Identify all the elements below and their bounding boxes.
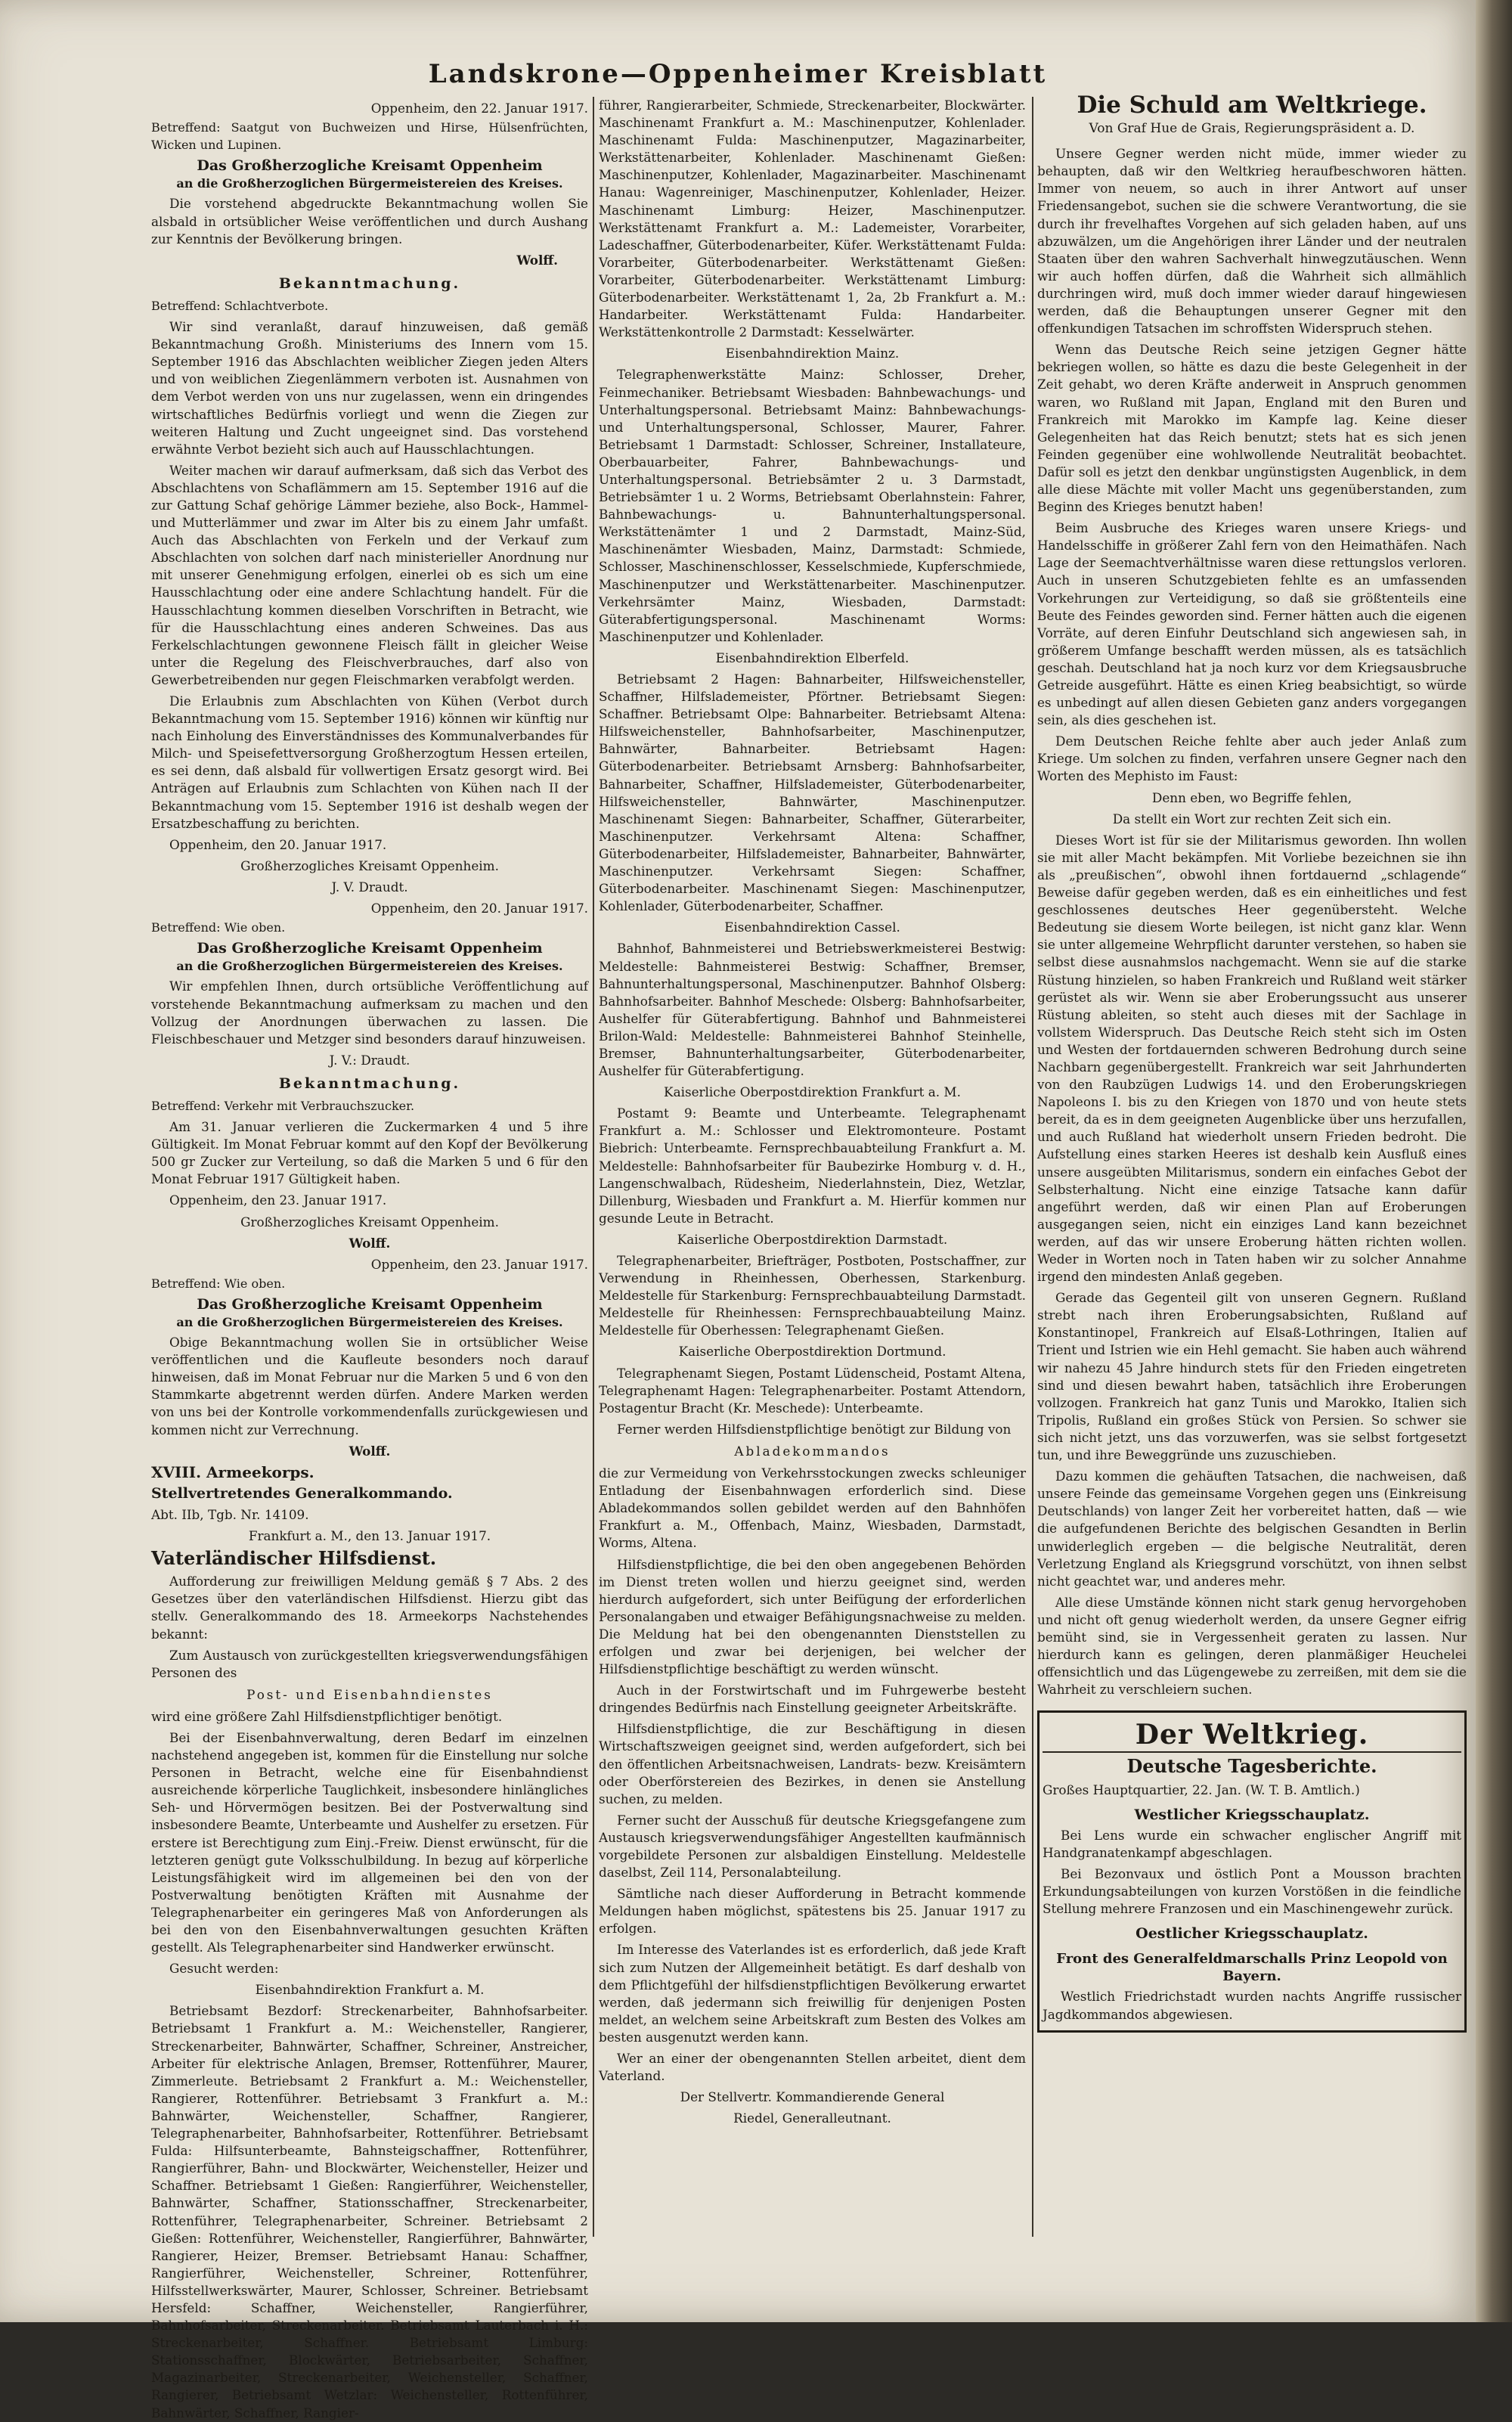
section-subtitle: Deutsche Tagesberichte. [1126,1755,1377,1778]
notice-heading: Das Großherzogliche Kreisamt Oppenheim [197,1295,543,1313]
directorate-heading: Eisenbahndirektion Cassel. [724,919,900,935]
article-byline: Von Graf Hue de Grais, Regierungspräsident a. D. [1089,121,1415,137]
subject-line: Betreffend: Schlachtverbote. [151,298,329,313]
notice-body: Betriebsamt Bezdorf: Streckenarbeiter, Bahnhofsarbeiter. Betriebsamt 1 Frankfurt a. M.: Weichensteller, Rangierer, Streckenarbeiter, Bahnwärter, Schaffner, Schreiner, Anstreicher, Arbeiter für elektrische Anlagen, Bremser, Rottenführer, Maurer, Zimmerleute. Betriebsamt 2 Frankfurt a. M.: Weichensteller, Rangierer, Rottenführer. Betriebsamt 3 Frankfurt a. M.: Bahnwärter, Weichensteller, Schaffner, Rangierer, Telegraphenarbeiter, Bahnhofsarbeiter, Rottenführer. Betriebsamt Fulda: Hilfsunterbeamte, Bahnsteigschaffner, Rottenführer, Rangierführer, Bahn- und Blockwärter, Weichensteller, Heizer und Schaffner. Betriebsamt 1 Gießen: Rangierführer, Weichensteller, Bahnwärter, Schaffner, Stationsschaffner, Streckenarbeiter, Rottenführer, Telegraphenarbeiter, Schreiner. Betriebsamt 2 Gießen: Rottenführer, Weichensteller, Rangierführer, Bahnwärter, Rangierer, Heizer, Bremser. Betriebsamt Hanau: Schaffner, Rangierführer, Weichensteller, Schreiner, Rottenführer, Hilfsstellwerkswärter, Maurer, Schlosser, Schreiner. Betriebsamt Hersfeld: Schaffner, Weichensteller, Rangierführer, Bahnhofsarbeiter, Streckenarbeiter. Betriebsamt Lauterbach i. H.: Streckenarbeiter, Schaffner. Betriebsamt Limburg: Stationsschaffner, Blockwärter, Betriebsarbeiter, Schaffner, Magazinarbeiter, Streckenarbeiter, Weichensteller, Schaffner, Rangierer, Betriebsamt Wetzlar: Weichensteller, Rottenführer, Bahnwärter, Schaffner, Rangier- [151,2003,588,2420]
signature: J. V. Draudt. [331,879,408,895]
command-heading: Stellvertretendes Generalkommando. [151,1484,453,1502]
army-corps-heading: XVIII. Armeekorps. [151,1462,314,1481]
signature: Wolff. [516,252,558,268]
notice-body: Aufforderung zur freiwilligen Meldung gemäß § 7 Abs. 2 des Gesetzes über den vaterländischen Hilfsdienst. Hierzu gibt das stellv. Generalkommando des 18. Armeekorps Nachstehendes bekannt: [151,1574,588,1642]
notice-body: Im Interesse des Vaterlandes ist es erforderlich, daß jede Kraft sich zum Nutzen der Allgemeinheit betätigt. Es darf deshalb von dem Pflichtgefühl der hilfsdienstpflichtigen Bevölkerung erwartet werden, daß jedermann sich freiwillig für denjenigen Posten meldet, an welchem seine Arbeitskraft zum Besten des Volkes am besten ausgenutzt werden kann. [599,1942,1026,2045]
subject-line: Betreffend: Verkehr mit Verbrauchszucker. [151,1098,415,1113]
article-paragraph: Beim Ausbruche des Krieges waren unsere Kriegs- und Handelsschiffe in größerer Zahl fern von den Heimathäfen. Nach Lage der Seemachtverhältnisse waren diese rettungslos verloren. Auch in unseren Schutzgebieten fehlte es an umfassenden Vorkehrungen zur Verteidigung, so daß sie größtenteils eine Beute des Feindes geworden sind. Ferner hätten auch die eigenen Vorräte, auf deren Einfuhr Deutschland sich angewiesen sah, in größerem Umfange beschafft werden müssen, als es tatsächlich geschah. Deutschland hat ja noch kurz vor dem Kriegsausbruche Getreide ausgeführt. Hätte es einen Krieg beabsichtigt, so würde es unbedingt auf allen diesen Gebieten ganz anders vorgegangen sein, als dies geschehen ist. [1037,520,1467,728]
report-dateline: Großes Hauptquartier, 22. Jan. (W. T. B. Amtlich.) [1043,1782,1360,1797]
directorate-heading: Eisenbahndirektion Elberfeld. [715,650,909,665]
article-title: Die Schuld am Weltkriege. [1077,91,1427,119]
theater-heading: Westlicher Kriegsschauplatz. [1134,1806,1370,1823]
dateline: Oppenheim, den 23. Januar 1917. [169,1192,387,1208]
directorate-heading: Kaiserliche Oberpostdirektion Frankfurt a. M. [664,1084,961,1100]
notice-body: Weiter machen wir darauf aufmerksam, daß sich das Verbot des Abschlachtens von Schaflämmern am 15. September 1916 auf die zur Gattung Schaf gehörige Lämmer beziehe, also Bock-, Hammel- und Mutterlämmer und zwar im Alter bis zu einem Jahr umfaßt. Auch das Abschlachten von Ferkeln und der Verkauf zum Abschlachten von solchen darf nach ministerieller Anordnung nur mit unserer Genehmigung erfolgen, einerlei ob es sich um eine Hausschlachtung oder eine andere Schlachtung handelt. Für die Hausschlachtung kommen dieselben Vorschriften in Betracht, wie für die Hausschlachtung eines anderen Schweines. Das aus Ferkelschlachtungen gewonnene Fleisch fällt in gleicher Weise unter die Regelung des Fleischverbrauches, darf also von Gewerbetreibenden nur gegen Fleischmarken verabfolgt werden. [151,462,588,687]
section-title: Der Weltkrieg. [1135,1719,1369,1751]
dateline: Oppenheim, den 22. Januar 1917. [370,101,588,116]
article-paragraph: Dem Deutschen Reiche fehlte aber auch jeder Anlaß zum Kriege. Um solchen zu finden, verfahren unsere Gegner nach den Worten des Mephisto im Faust: [1037,733,1467,784]
divider [1043,1751,1461,1753]
notice-body: Betriebsamt 2 Hagen: Bahnarbeiter, Hilfsweichensteller, Schaffner, Hilfslademeister, Pförtner. Betriebsamt Siegen: Schaffner. Betriebsamt Olpe: Bahnarbeiter. Betriebsamt Altena: Hilfsweichensteller, Bahnhofsarbeiter, Maschinenputzer, Bahnwärter, Bahnarbeiter. Betriebsamt Hagen: Güterbodenarbeiter. Betriebsamt Arnsberg: Bahnhofsarbeiter, Bahnarbeiter, Schaffner, Hilfslademeister, Güterbodenarbeiter, Hilfsweichensteller, Bahnwärter, Maschinenputzer. Maschinenamt Siegen: Bahnarbeiter, Schaffner, Güterarbeiter, Maschinenputzer. Verkehrsamt Altena: Schaffner, Güterbodenarbeiter, Hilfslademeister, Bahnarbeiter, Bahnwärter, Maschinenputzer. Verkehrsamt Siegen: Schaffner, Güterbodenarbeiter. Maschinenamt Siegen: Maschinenputzer, Kohlenlader, Güterbodenarbeiter, Schaffner. [599,671,1026,914]
directorate-heading: Kaiserliche Oberpostdirektion Dortmund. [678,1344,947,1360]
notice-body: Die vorstehend abgedruckte Bekanntmachung wollen Sie alsbald in ortsüblicher Weise veröffentlichen und durch Aushang zur Kenntnis der Bevölkerung bringen. [151,196,588,247]
notice-body: die zur Vermeidung von Verkehrsstockungen zwecks schleuniger Entladung der Eisenbahnwagen erforderlich sind. Diese Abladekommandos sollen gebildet werden auf den Bahnhöfen Frankfurt a. M., Offenbach, Mainz, Wiesbaden, Darmstadt, Worms, Altena. [599,1465,1026,1551]
column-rule [593,97,594,2237]
article-paragraph: Dazu kommen die gehäuften Tatsachen, die nachweisen, daß unsere Feinde das gemeinsame Vorgehen gegen uns (Einkreisung Deutschlands) von langer Zeit her vorbereitet hatten, daß — wie die aufgefundenen Berichte des belgischen Gesandten in Berlin unwiderleglich ergeben — die belgische Neutralität, deren Verletzung England als Kriegsgrund vorschützt, von ihnen selbst nicht geachtet war, und anderes mehr. [1037,1468,1467,1589]
notice-body: Sämtliche nach dieser Aufforderung in Betracht kommende Meldungen haben möglichst, spätestens bis 25. Januar 1917 zu erfolgen. [599,1886,1026,1937]
article-paragraph: Wenn das Deutsche Reich seine jetzigen Gegner hätte bekriegen wollen, so hätte es dazu die beste Gelegenheit in der Zeit gehabt, wo deren Kräfte anderweit in Anspruch genommen waren, wo Rußland mit Japan, England mit den Buren und Frankreich mit Marokko im Kampfe lag. Keine dieser Gelegenheiten hat das Reich benutzt; stets hat es sich jenen Feinden gegenüber eine wohlwollende Neutralität beobachtet. Dafür soll es jetzt den denkbar ungünstigsten Augenblick, in dem alle diese Mächte mit voller Macht uns gegenüberstanden, zum Beginn des Krieges benutzt haben! [1037,342,1467,515]
column-rule [1032,97,1033,2237]
quote-line: Da stellt ein Wort zur rechten Zeit sich ein. [1112,811,1392,826]
dateline: Oppenheim, den 20. Januar 1917. [370,901,588,916]
emphasis-line: Post- und Eisenbahndienstes [246,1686,493,1702]
notice-body: Wer an einer der obengenannten Stellen arbeitet, dient dem Vaterland. [599,2051,1026,2084]
masthead: Landskrone—Oppenheimer Kreisblatt [428,59,1048,89]
signature: J. V.: Draudt. [329,1052,411,1068]
signature-title: Der Stellvertr. Kommandierende General [680,2089,945,2105]
dateline: Frankfurt a. M., den 13. Januar 1917. [248,1528,491,1544]
theater-heading: Oestlicher Kriegsschauplatz. [1136,1925,1368,1943]
notice-body: Wir sind veranlaßt, darauf hinzuweisen, daß gemäß Bekanntmachung Großh. Ministeriums des Innern vom 15. September 1916 das Abschlachten weiblicher Ziegen jeden Alters und von weiblichen Ziegenlämmern verboten ist. Ausnahmen von dem Verbot werden von uns nur zugelassen, wenn ein dringendes wirtschaftliches Bedürfnis vorliegt und wenn die Ziegen zur weiteren Haltung und Zucht ungeeignet sind. Das vorstehend erwähnte Verbot bezieht sich auch auf Hausschlachtungen. [151,319,588,457]
announcement-heading: Bekanntmachung. [278,274,461,292]
notice-body: Am 31. Januar verlieren die Zuckermarken 4 und 5 ihre Gültigkeit. Im Monat Februar kommt auf den Kopf der Bevölkerung 500 gr Zucker zur Verteilung, so daß die Marken 5 und 6 für den Monat Februar 1917 Gültigkeit haben. [151,1119,588,1187]
report-paragraph: Westlich Friedrichstadt wurden nachts Angriffe russischer Jagdkommandos abgewiesen. [1043,1989,1461,2022]
notice-body: wird eine größere Zahl Hilfsdienstpflichtiger benötigt. [151,1708,503,1724]
notice-body: Die Erlaubnis zum Abschlachten von Kühen (Verbot durch Bekanntmachung vom 15. September 1916) können wir künftig nur nach Einholung des Einverständnisses des Kommunalverbandes für Milch- und Speisefettversorgung Großherzogtum Hessen erteilen, es sei denn, daß alsbald für vollwertigen Ersatz gesorgt wird. Bei Anträgen auf Erlaubnis zum Schlachten von Kühen nach II der Bekanntmachung vom 15. September 1916 ist deshalb wegen der Ersatzbeschaffung zu berichten. [151,693,588,831]
signature: Wolff. [349,1235,391,1251]
article-paragraph: Gerade das Gegenteil gilt von unseren Gegnern. Rußland strebt nach ihren Eroberungsabsichten, Rußland auf Konstantinopel, Frankreich auf Elsaß-Lothringen, Italien auf Trient und Istrien wie ein Hehl gemacht. Sie haben auch während wir nahezu 45 Jahre hindurch stets für den Frieden eingetreten sind und diesen bewahrt haben, tatsächlich ihre Eroberungen vollzogen. Frankreich hat ganz Tunis und Marokko, Italien sich Tripolis, Rußland ein großes Stück von Persien. So schwer sie sich nicht jetzt, uns das vorzuwerfen, was sie selbst fortgesetzt tun, und ihre Beweggründe uns zuzuschieben. [1037,1290,1467,1463]
subject-line: Betreffend: Wie oben. [151,920,286,935]
subject-line: Betreffend: Wie oben. [151,1276,286,1291]
office-line: Großherzogliches Kreisamt Oppenheim. [240,857,499,873]
notice-body: Gesucht werden: [169,1961,279,1977]
report-paragraph: Bei Lens wurde ein schwacher englischer Angriff mit Handgranatenkampf abgeschlagen. [1043,1827,1461,1860]
notice-body: Auch in der Forstwirtschaft und im Fuhrgewerbe besteht dringendes Bedürfnis nach Einstellung geeigneter Arbeitskräfte. [599,1682,1026,1716]
notice-body: Telegraphenamt Siegen, Postamt Lüdenscheid, Postamt Altena, Telegraphenamt Hagen: Telegraphenarbeiter. Postamt Attendorn, Postagentur Bracht (Kr. Meschede): Unterbeamte. [599,1365,1026,1416]
notice-body: Ferner werden Hilfsdienstpflichtige benötigt zur Bildung von [617,1421,1012,1437]
column-3 [1037,91,1467,2275]
subject-line: Betreffend: Saatgut von Buchweizen und Hirse, Hülsenfrüchten, Wicken und Lupinen. [151,120,588,153]
signature: Wolff. [349,1443,391,1459]
article-paragraph: Dieses Wort ist für sie der Militarismus geworden. Ihn wollen sie mit aller Macht bekämpfen. Mit Vorliebe bezeichnen sie ihn als „preußischen“, obwohl ihnen fortdauernd „schlagende“ Beweise dafür gegeben werden, daß es ein einheitliches und fest geschlossenes deutsches Heer gegenübersteht. Welche Bedeutung sie diesem Worte beilegen, ist nicht ganz klar. Wenn sie unter allgemeine Wehrpflicht darunter verstehen, so haben sie selbst diese ausnahmslos nachgemacht. Wenn sie auf die starke Rüstung hinzielen, so haben Frankreich und Rußland weit stärker gerüstet als wir. Wenn sie aber Eroberungssucht aus unserer Rüstung ableiten, so steht auch dieses mit der Sachlage in vollstem Widerspruch. Das Deutsche Reich steht sich im Osten und Westen der fortdauernden schweren Bedrohung durch seine Nachbarn gegenübergestellt. Frankreich war seit Jahrhunderten von den Raubzügen Ludwigs 14. und den Eroberungskriegen Napoleons I. bis zu den Kriegen von 1870 und von heute stets bereit, da es in dem geeigneten Augenblicke über uns herzufallen, und auch Rußland hat wiederholt unsern Frieden bedroht. Die Aufstellung eines starken Heeres ist deshalb kein Ausfluß eines unsere ausgeübten Militarismus, sondern ein einfaches Gebot der Selbsterhaltung. Nicht eine einzige Tatsache kann dafür angeführt werden, daß wir einen Plan auf Eroberungen ausgegangen seien, nicht ein einziges Land kann bezeichnet werden, auf das wir unsere Eroberung hätten richten wollen. Weder in Worten noch in Taten haben wir zu solcher Annahme irgend den mindesten Anlaß gegeben. [1037,832,1467,1285]
reference-number: Abt. IIb, Tgb. Nr. 14109. [151,1506,309,1522]
book-spine [1476,0,1512,2322]
office-line: Großherzogliches Kreisamt Oppenheim. [240,1214,499,1230]
notice-body: Ferner sucht der Ausschuß für deutsche Kriegsgefangene zum Austausch kriegsverwendungsfähiger Angestellten kaufmännisch vorgebildete Personen zur alsbaldigen Einstellung. Meldestelle daselbst, Zeil 114, Personalabteilung. [599,1812,1026,1881]
directorate-heading: Eisenbahndirektion Frankfurt a. M. [255,1982,485,1998]
notice-subheading: an die Großherzoglichen Bürgermeistereien des Kreises. [176,1315,563,1329]
notice-body: Wir empfehlen Ihnen, durch ortsübliche Veröffentlichung auf vorstehende Bekanntmachung aufmerksam zu machen und den Vollzug der Anordnungen überwachen zu lassen. Die Fleischbeschauer und Metzger sind besonders darauf hinzuweisen. [151,978,588,1047]
dateline: Oppenheim, den 20. Januar 1917. [169,836,387,852]
signature: Riedel, Generalleutnant. [733,2110,891,2126]
notice-body: Telegraphenarbeiter, Briefträger, Postboten, Postschaffner, zur Verwendung in Rheinhessen, Oberhessen, Starkenburg. Meldestelle für Starkenburg: Fernsprechbauabteilung Darmstadt. Meldestelle für Rheinhessen: Fernsprechbauabteilung Mainz. Meldestelle für Oberhessen: Telegraphenamt Gießen. [599,1253,1026,1338]
weltkrieg-box [1037,1710,1467,2032]
quote-line: Denn eben, wo Begriffe fehlen, [1151,789,1352,805]
notice-body: Hilfsdienstpflichtige, die zur Beschäftigung in diesen Wirtschaftszweigen geeignet sind, werden aufgefordert, sich bei den öffentlichen Arbeitsnachweisen, Landrats- bezw. Kreisämtern oder Oberförstereien des Bezirkes, in denen sie Anstellung suchen, zu melden. [599,1721,1026,1806]
emphasis-line: Abladekommandos [734,1443,891,1459]
directorate-heading: Kaiserliche Oberpostdirektion Darmstadt. [677,1231,948,1247]
notice-heading: Das Großherzogliche Kreisamt Oppenheim [197,157,543,175]
column-2 [599,97,1026,2275]
announcement-heading: Bekanntmachung. [278,1075,461,1092]
notice-subheading: an die Großherzoglichen Bürgermeistereien des Kreises. [176,959,563,974]
notice-body: führer, Rangierarbeiter, Schmiede, Streckenarbeiter, Blockwärter. Maschinenamt Frankfurt a. M.: Maschinenputzer, Kohlenlader. Maschinenamt Fulda: Maschinenputzer, Magazinarbeiter, Werkstättenarbeiter, Kohlenlader. Maschinenamt Gießen: Maschinenputzer, Kohlenlader, Magazinarbeiter. Maschinenamt Hanau: Wagenreiniger, Maschinenputzer, Kohlenlader, Heizer. Maschinenamt Limburg: Heizer, Maschinenputzer. Werkstättenamt Frankfurt a. M.: Lademeister, Vorarbeiter, Ladeschaffner, Güterbodenarbeiter, Küfer. Werkstättenamt Fulda: Vorarbeiter, Güterbodenarbeiter. Werkstättenamt Gießen: Vorarbeiter, Güterbodenarbeiter. Werkstättenamt Limburg: Güterbodenarbeiter. Werkstättenamt 1, 2a, 2b Frankfurt a. M.: Handarbeiter. Werkstättenamt Fulda: Handarbeiter. Werkstättenkontrolle 2 Darmstadt: Kesselwärter. [599,98,1026,340]
notice-body: Zum Austausch von zurückgestellten kriegsverwendungsfähigen Personen des [151,1647,588,1680]
directorate-heading: Eisenbahndirektion Mainz. [725,346,900,361]
notice-heading: Das Großherzogliche Kreisamt Oppenheim [197,940,543,957]
notice-body: Bei der Eisenbahnverwaltung, deren Bedarf im einzelnen nachstehend angegeben ist, kommen für die Einstellung nur solche Personen in Betracht, welche eine für Eisenbahndienst ausreichende körperliche Tauglichkeit, insbesondere hinlängliches Seh- und Hörvermögen besitzen. Bei der Postverwaltung sind insbesondere Beamte, Unterbeamte und Aushelfer zu ersetzen. Für erstere ist Berechtigung zum Einj.-Freiw. Dienst erwünscht, für die letzteren genügt gute Volksschulbildung. In bezug auf körperliche Leistungsfähigkeit wird im allgemeinen bei den von der Postverwaltung benötigten Kräften mit Ausnahme der Telegraphenarbeiter ein geringeres Maß von Anforderungen als bei den von den Eisenbahnverwaltungen gesuchten Kräften gestellt. Als Telegraphenarbeiter sind Handwerker erwünscht. [151,1729,588,1955]
notice-body: Postamt 9: Beamte und Unterbeamte. Telegraphenamt Frankfurt a. M.: Schlosser und Elektromonteure. Postamt Biebrich: Unterbeamte. Fernsprechbauabteilung Frankfurt a. M. Meldestelle: Bahnhofsarbeiter für Baubezirke Homburg v. d. H., Langenschwalbach, Rüdesheim, Niederlahnstein, Diez, Wetzlar, Dillenburg, Wiesbaden und Frankfurt a. M. Hierfür kommen nur gesunde Leute in Betracht. [599,1106,1026,1226]
notice-body: Bahnhof, Bahnmeisterei und Betriebswerkmeisterei Bestwig: Meldestelle: Bahnmeisterei Bestwig: Schaffner, Bremser, Bahnunterhaltungspersonal, Maschinenputzer. Bahnhof Olsberg: Bahnhofsarbeiter. Bahnhof Meschede: Olsberg: Bahnhofsarbeiter, Aushelfer für Güterabfertigung. Bahnhof und Bahnmeisterei Brilon-Wald: Meldestelle: Bahnmeisterei Bahnhof Steinhelle, Bremser, Bahnunterhaltungsarbeiter, Güterbodenarbeiter, Aushelfer für Güterabfertigung. [599,941,1026,1079]
report-paragraph: Bei Bezonvaux und östlich Pont a Mousson brachten Erkundungsabteilungen von kurzen Vorstößen in die feindliche Stellung mehrere Franzosen und ein Maschinengewehr zurück. [1043,1865,1461,1917]
article-paragraph: Unsere Gegner werden nicht müde, immer wieder zu behaupten, daß wir den Weltkrieg heraufbeschworen hätten. Immer von neuem, so auch in ihrer Antwort auf unser Friedensangebot, suchen sie die schwere Verantwortung, die sie durch ihr frevelhaftes Vorgehen auf sich geladen haben, auf uns abzuwälzen, um die Angehörigen ihrer Länder und der neutralen Staaten über den wahren Sachverhalt hinwegzutäuschen. Wenn wir auch hoffen dürfen, daß die Wahrheit sich allmählich durchringen wird, muß doch immer wieder darauf hingewiesen werden, daß die Behauptungen unserer Gegner mit den offenkundigen Tatsachen im schroffsten Widerspruch stehen. [1037,146,1467,336]
dateline: Oppenheim, den 23. Januar 1917. [370,1256,588,1272]
notice-body: Hilfsdienstpflichtige, die bei den oben angegebenen Behörden im Dienst treten wollen und hierzu geeignet sind, werden hierdurch aufgefordert, sich unter Beifügung der erforderlichen Personalangaben und etwaiger Befähigungsnachweise zu melden. Die Meldung hat bei den obengenannten Dienststellen zu erfolgen und zwar bei derjenigen, bei welcher der Hilfsdienstpflichtige beschäftigt zu werden wünscht. [599,1556,1026,1677]
notice-body: Telegraphenwerkstätte Mainz: Schlosser, Dreher, Feinmechaniker. Betriebsamt Wiesbaden: Bahnbewachungs- und Unterhaltungspersonal. Betriebsamt Mainz: Bahnbewachungs- und Unterhaltungspersonal, Schlosser, Maurer, Fahrer. Betriebsamt 1 Darmstadt: Schlosser, Schreiner, Installateure, Oberbauarbeiter, Fahrer, Bahnbewachungs- und Unterhaltungspersonal. Betriebsämter 2 u. 3 Darmstadt, Betriebsämter 1 u. 2 Worms, Betriebsamt Oberlahnstein: Fahrer, Bahnbewachungs- u. Bahnunterhaltungspersonal. Werkstättenämter 1 und 2 Darmstadt, Mainz-Süd, Maschinenämter Wiesbaden, Mainz, Darmstadt: Schmiede, Schlosser, Maschinenschlosser, Kesselschmiede, Kupferschmiede, Maschinenputzer und Werkstättenarbeiter. Maschinenputzer. Verkehrsämter Mainz, Wiesbaden, Darmstadt: Güterabfertigungspersonal. Maschinenamt Worms: Maschinenputzer und Kohlenlader. [599,367,1026,644]
column-1 [151,97,588,2420]
article-paragraph: Alle diese Umstände können nicht stark genug hervorgehoben und nicht oft genug wiederholt werden, da unsere Gegner eifrig bemüht sind, sie in Vergessenheit geraten zu lassen. Nur hierdurch kann es gelingen, deren planmäßiger Heuchelei offensichtlich und das Lügengewebe zu zerreißen, mit dem sie die Wahrheit zu verschleiern suchen. [1037,1594,1467,1698]
notice-subheading: an die Großherzoglichen Bürgermeistereien des Kreises. [176,176,563,191]
front-heading: Front des Generalfeldmarschalls Prinz Leopold von Bayern. [1056,1951,1448,1985]
article-title: Vaterländischer Hilfsdienst. [151,1547,437,1570]
notice-body: Obige Bekanntmachung wollen Sie in ortsüblicher Weise veröffentlichen und die Kaufleute besonders noch darauf hinweisen, daß im Monat Februar nur die Marken 5 und 6 von den Stammkarte abgetrennt werden dürfen. Andere Marken werden von uns bei der Kontrolle vorkommendenfalls zurückgewiesen und kommen nicht zur Verrechnung. [151,1335,588,1437]
